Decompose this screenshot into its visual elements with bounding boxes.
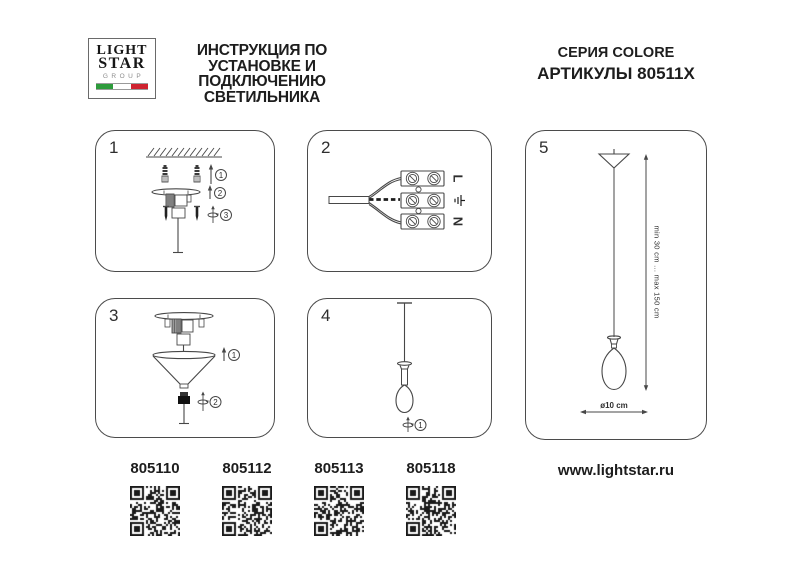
article-column: [110, 460, 200, 536]
pendant-cord: [179, 404, 189, 424]
page-title-line2: ПОДКЛЮЧЕНИЮ СВЕТИЛЬНИКА: [198, 73, 326, 106]
step4-panel: [307, 298, 492, 438]
page-title-line1: ИНСТРУКЦИЯ ПО УСТАНОВКЕ И: [196, 42, 328, 75]
qr-code: [130, 486, 180, 536]
annotation-2: 2: [217, 188, 223, 198]
logo-text-star: STAR: [98, 55, 146, 72]
logo-text-light: LIGHT: [96, 43, 148, 58]
annotation-1: 1: [231, 350, 237, 360]
article-column: [202, 460, 292, 536]
terminal-screw-icon: [406, 172, 440, 227]
terminal-block: [401, 171, 444, 229]
wall-anchor-icon: [194, 165, 200, 182]
step3-panel: [95, 298, 275, 438]
step1-number: 1: [109, 138, 119, 157]
annotation-3: 3: [223, 210, 229, 220]
rotate-icon: [208, 206, 219, 224]
canopy-cone-icon: [153, 351, 215, 388]
step3-diagram: [96, 299, 276, 439]
pendant-cord: [397, 303, 412, 362]
article-column: [386, 460, 476, 536]
lamp-socket-icon: [398, 362, 412, 385]
article-code: 805110: [130, 460, 180, 477]
earth-symbol: [455, 195, 465, 206]
annotation-2: 2: [213, 397, 218, 407]
step4-diagram: [308, 299, 493, 439]
mounting-plate-icon: [152, 189, 200, 218]
lamp-socket-icon: [608, 336, 621, 348]
screw-icon: [194, 207, 200, 222]
diameter-label: ø10 cm: [600, 401, 628, 410]
step1-diagram: [96, 131, 276, 273]
website-url: www.lightstar.ru: [557, 462, 675, 479]
step2-number: 2: [321, 138, 331, 157]
step5-panel: [525, 130, 707, 440]
wall-anchor-icon: [162, 165, 168, 182]
mounting-plate-icon: [155, 313, 213, 345]
article-code: 805118: [406, 460, 456, 477]
rotate-icon: [198, 392, 209, 412]
article-code: 805112: [222, 460, 272, 477]
step4-number: 4: [321, 306, 331, 325]
step5-diagram: [526, 131, 708, 441]
pendant-cord: [173, 218, 183, 253]
logo-text-group: GROUP: [102, 73, 145, 80]
line-terminal-label: L: [450, 174, 466, 183]
diameter-dimension-arrow: [580, 410, 648, 415]
power-cable: [329, 197, 369, 204]
qr-code: [314, 486, 364, 536]
annotation-1: 1: [418, 420, 423, 430]
step5-number: 5: [539, 138, 549, 157]
lightstar-logo: [88, 38, 156, 99]
up-arrow-icon: [208, 185, 212, 199]
page-title: [158, 43, 366, 105]
step2-panel: [307, 130, 492, 272]
flag-red-stripe: [131, 84, 148, 89]
height-dimension-arrow: [644, 154, 648, 391]
up-arrow-icon: [209, 164, 213, 184]
annotation-1: 1: [218, 170, 224, 180]
step2-diagram: [308, 131, 493, 273]
series-header: [530, 46, 702, 83]
screw-icon: [163, 207, 169, 222]
flag-white-stripe: [113, 84, 132, 89]
qr-code: [222, 486, 272, 536]
canopy-cone-icon: [599, 154, 629, 168]
height-range-label: min 30 cm ... max 150 cm: [652, 225, 662, 319]
step3-number: 3: [109, 306, 119, 325]
article-column: [294, 460, 384, 536]
lamp-shade-icon: [396, 385, 413, 413]
step1-panel: [95, 130, 275, 272]
italian-flag-icon: [96, 83, 148, 90]
articles-label: АРТИКУЛЫ 80511X: [537, 64, 695, 83]
qr-code: [406, 486, 456, 536]
up-arrow-icon: [222, 347, 226, 361]
lamp-shade-icon: [602, 348, 626, 390]
rotate-icon: [403, 417, 414, 433]
neutral-terminal-label: N: [450, 216, 466, 227]
lock-nut-icon: [178, 392, 190, 404]
flag-green-stripe: [96, 84, 113, 89]
ceiling-hatch-icon: [146, 148, 222, 157]
series-name: СЕРИЯ COLORE: [557, 45, 675, 61]
article-code: 805113: [314, 460, 364, 477]
